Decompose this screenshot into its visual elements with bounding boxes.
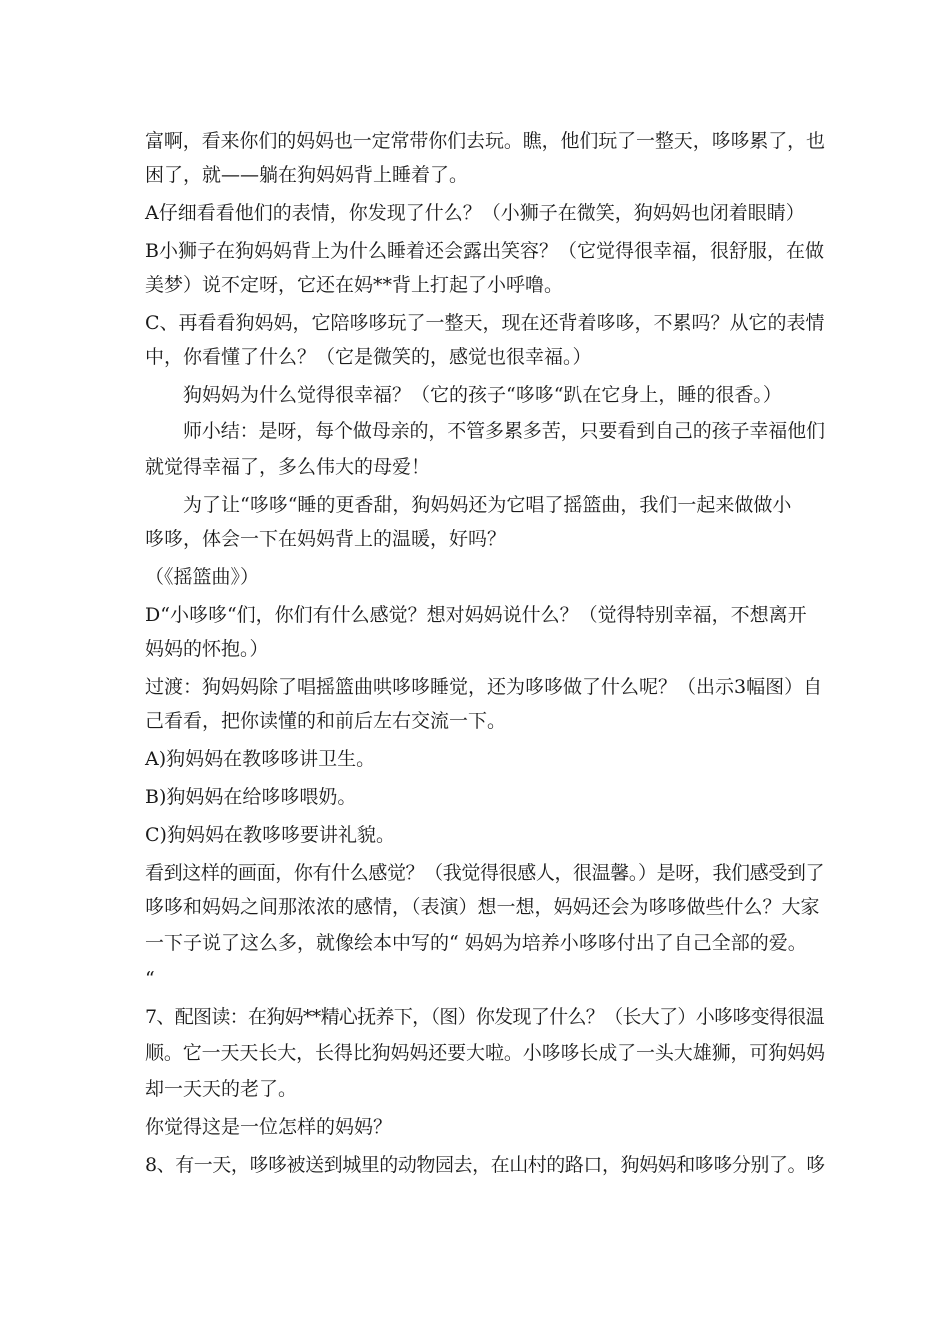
text-line: B)狗妈妈在给哆哆喂奶。 [145,786,357,808]
text-line: 哆哆，体会一下在妈妈背上的温暖，好吗？ [145,528,507,550]
text-line: C)狗妈妈在教哆哆要讲礼貌。 [145,824,395,846]
text-line: 美梦）说不定呀，它还在妈**背上打起了小呼噜。 [145,274,564,296]
text-line: A仔细看看他们的表情，你发现了什么？（小狮子在微笑，狗妈妈也闭着眼睛） [145,202,805,224]
text-line: 过渡：狗妈妈除了唱摇篮曲哄哆哆睡觉，还为哆哆做了什么呢？（出示3幅图）自 [145,676,823,698]
text-line: C、再看看狗妈妈，它陪哆哆玩了一整天，现在还背着哆哆，不累吗？从它的表情 [145,312,825,334]
text-line: A)狗妈妈在教哆哆讲卫生。 [145,748,376,770]
text-line: 却一天天的老了。 [145,1078,298,1100]
text-line: D“小哆哆“们，你们有什么感觉？想对妈妈说什么？（觉得特别幸福，不想离开 [145,604,807,626]
text-line: 一下子说了这么多，就像绘本中写的“ 妈妈为培养小哆哆付出了自己全部的爱。 [145,932,807,954]
text-line: 顺。它一天天长大，长得比狗妈妈还要大啦。小哆哆长成了一头大雄狮，可狗妈妈 [145,1042,825,1064]
text-line: （《摇篮曲》） [145,566,260,588]
text-line: 中，你看懂了什么？（它是微笑的，感觉也很幸福。） [145,346,592,368]
text-line: “ [145,968,155,990]
text-line: 你觉得这是一位怎样的妈妈？ [145,1116,393,1138]
text-line: 看到这样的画面，你有什么感觉？（我觉得很感人，很温馨。）是呀，我们感受到了 [145,862,825,884]
text-line: 8、有一天，哆哆被送到城里的动物园去，在山村的路口，狗妈妈和哆哆分别了。哆 [145,1154,825,1176]
text-line: 富啊，看来你们的妈妈也一定常带你们去玩。瞧，他们玩了一整天，哆哆累了，也 [145,130,825,152]
text-line: B小狮子在狗妈妈背上为什么睡着还会露出笑容？（它觉得很幸福，很舒服，在做 [145,240,824,262]
text-line: 就觉得幸福了，多么伟大的母爱！ [145,456,431,478]
text-line: 为了让“哆哆“睡的更香甜，狗妈妈还为它唱了摇篮曲，我们一起来做做小 [183,494,792,516]
text-line: 己看看，把你读懂的和前后左右交流一下。 [145,710,507,732]
text-line: 哆哆和妈妈之间那浓浓的感情，（表演）想一想，妈妈还会为哆哆做些什么？大家 [145,896,820,918]
text-line: 师小结：是呀，每个做母亲的，不管多累多苦，只要看到自己的孩子幸福他们 [183,420,825,442]
text-line: 7、配图读：在狗妈**精心抚养下，（图）你发现了什么？（长大了）小哆哆变得很温 [145,1006,824,1028]
text-line: 妈妈的怀抱。） [145,638,269,660]
text-line: 狗妈妈为什么觉得很幸福？（它的孩子“哆哆“趴在它身上，睡的很香。） [183,384,782,406]
text-line: 困了，就——躺在狗妈妈背上睡着了。 [145,164,469,186]
